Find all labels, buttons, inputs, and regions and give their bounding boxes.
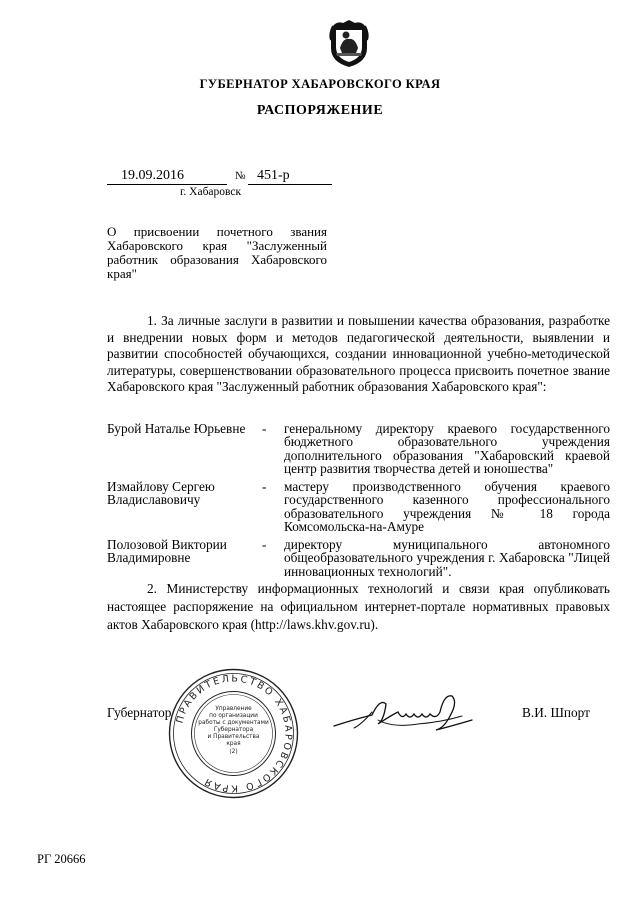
date-number-line bbox=[107, 168, 332, 186]
registration-number: РГ 20666 bbox=[37, 852, 86, 866]
coat-of-arms-icon bbox=[327, 20, 371, 68]
paragraph-1: 1. За личные заслуги в развитии и повышении качества образования, разработке и внедрении новых форм и методов педагогической деятельности, выявлении и развитии способностей обучающихся, создании инновационной учебно-методической литературы, совершенствовании образовательного процесса присвоить почетное звание Хабаровского края "Заслуженный работник образования Хабаровского края": bbox=[107, 313, 610, 395]
recipient-row bbox=[107, 422, 610, 477]
document-subject: О присвоении почетного звания Хабаровского края "Заслуженный работник образования Хабаровского края" bbox=[107, 224, 327, 281]
recipient-description: мастеру производственного обучения краевого государственного казенного профессионального образовательного учреждения № 18 города Комсомольска-на-Амуре bbox=[284, 479, 610, 535]
number-prefix: № bbox=[235, 170, 246, 182]
date-underline bbox=[107, 184, 227, 185]
seal-outer-text: ПРАВИТЕЛЬСТВО ХАБАРОВСКОГО КРАЯ bbox=[174, 673, 294, 794]
recipient-name: Полозовой Виктории Владимировне bbox=[107, 537, 227, 566]
recipient-row bbox=[107, 538, 610, 580]
city: г. Хабаровск bbox=[180, 186, 242, 198]
svg-text:по организации: по организации bbox=[209, 713, 258, 719]
signatory-position: Губернатор bbox=[107, 705, 172, 720]
svg-text:работы с документами: работы с документами bbox=[198, 720, 269, 726]
recipient-dash: - bbox=[262, 537, 267, 552]
svg-text:Губернатора: Губернатора bbox=[213, 727, 254, 733]
seal-inner-text bbox=[198, 706, 269, 755]
svg-text:(2): (2) bbox=[229, 749, 238, 755]
official-seal-icon bbox=[166, 666, 301, 801]
signatory-name: В.И. Шпорт bbox=[522, 705, 590, 720]
issuing-authority: ГУБЕРНАТОР ХАБАРОВСКОГО КРАЯ bbox=[199, 77, 441, 91]
number-underline bbox=[248, 184, 332, 185]
recipient-description: директору муниципального автономного общеобразовательного учреждения г. Хабаровска "Лицей инновационных технологий". bbox=[284, 537, 610, 579]
handwritten-signature bbox=[332, 690, 482, 738]
svg-text:Управление: Управление bbox=[215, 706, 252, 712]
recipient-dash: - bbox=[262, 421, 267, 436]
recipient-dash: - bbox=[262, 479, 267, 494]
svg-text:края: края bbox=[226, 741, 241, 747]
recipient-name: Бурой Наталье Юрьевне bbox=[107, 421, 246, 436]
recipient-name: Измайлову Сергею Владиславовичу bbox=[107, 479, 215, 508]
paragraph-2: 2. Министерству информационных технологий и связи края опубликовать настоящее распоряжение на официальном интернет-портале нормативных правовых актов Хабаровского края (http://laws.khv.gov.ru). bbox=[107, 581, 610, 632]
svg-text:и Правительства: и Правительства bbox=[207, 734, 260, 740]
document-date: 19.09.2016 bbox=[121, 168, 184, 183]
document-number: 451-р bbox=[257, 168, 290, 183]
recipient-row bbox=[107, 480, 610, 535]
document-type: РАСПОРЯЖЕНИЕ bbox=[256, 103, 384, 118]
recipient-description: генеральному директору краевого государственного бюджетного образовательного учреждения дополнительного образования "Хабаровский краевой центр развития творчества детей и юношества" bbox=[284, 421, 610, 477]
